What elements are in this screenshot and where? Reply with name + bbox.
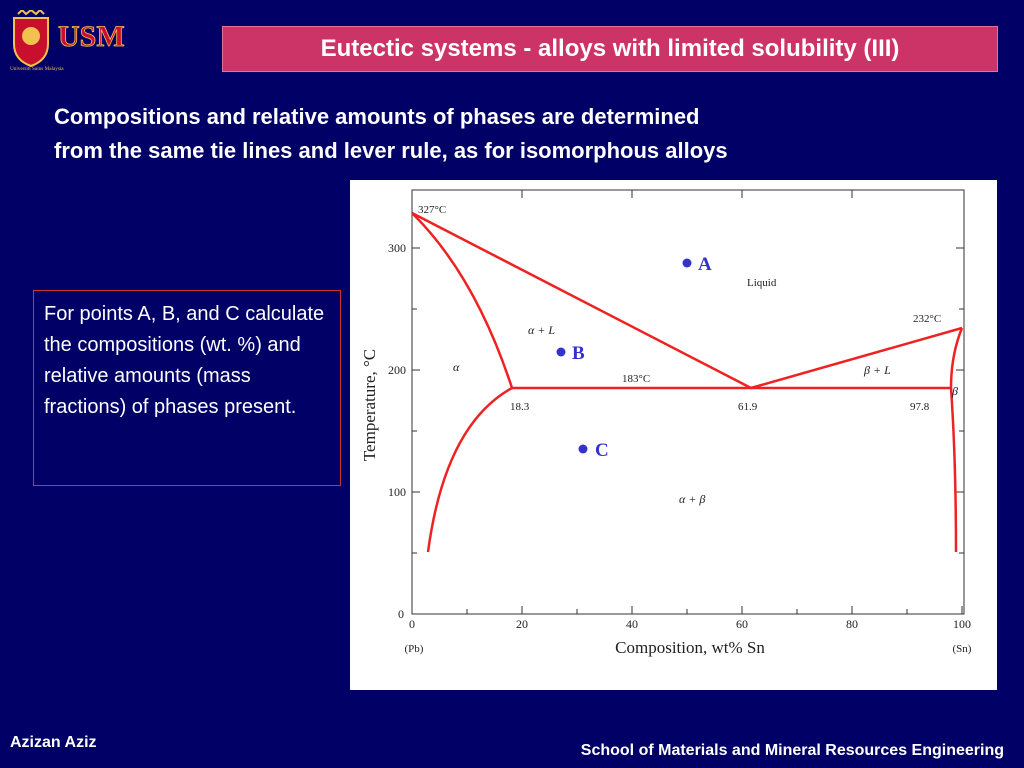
beta-composition-label: 97.8: [910, 401, 930, 413]
alpha-composition-label: 18.3: [510, 401, 530, 413]
point-c-label: C: [595, 440, 609, 461]
x-tick-label: 20: [516, 617, 528, 631]
x-tick-label: 100: [953, 617, 971, 631]
author-name: Azizan Aziz: [10, 734, 97, 751]
question-box: [33, 290, 341, 486]
point-a-marker: [683, 259, 692, 268]
end-label-pb: (Pb): [404, 643, 424, 655]
phase-diagram: [350, 180, 997, 690]
pb-melting-point-label: 327°C: [418, 204, 447, 216]
subtitle-line-2: from the same tie lines and lever rule, as for isomorphous alloys: [54, 138, 728, 163]
point-b-marker: [557, 348, 566, 357]
x-tick-label: 60: [736, 617, 748, 631]
axis-ticks: [412, 190, 964, 614]
logo-text: USM: [58, 20, 125, 53]
subtitle-line-1: Compositions and relative amounts of phases are determined: [54, 104, 700, 129]
usm-logo: [8, 10, 138, 72]
sn-melting-point-label: 232°C: [913, 313, 942, 325]
point-c-marker: [579, 445, 588, 454]
y-tick-label: 0: [398, 607, 404, 621]
liquidus-line: [412, 213, 962, 388]
eutectic-composition-label: 61.9: [738, 401, 758, 413]
plot-frame: [412, 190, 964, 614]
slide-title-box: [222, 26, 998, 72]
slide-subtitle: [54, 100, 954, 168]
y-tick-label: 100: [388, 485, 406, 499]
alpha-solvus: [428, 388, 512, 552]
school-name: School of Materials and Mineral Resources Engineering: [580, 742, 1004, 759]
question-text: For points A, B, and C calculate the compositions (wt. %) and relative amounts (mass fractions) of phases present.: [44, 303, 325, 418]
y-tick-label: 200: [388, 363, 406, 377]
x-tick-label: 0: [409, 617, 415, 631]
y-axis-label: Temperature, °C: [360, 348, 379, 462]
x-axis-label: Composition, wt% Sn: [615, 638, 765, 657]
eutectic-temp-label: 183°C: [622, 373, 651, 385]
liquid-region-label: Liquid: [747, 277, 777, 289]
alpha-region-label: α: [453, 360, 460, 374]
point-a-label: A: [698, 254, 712, 275]
y-tick-label: 300: [388, 241, 406, 255]
logo-motto: Universiti Sains Malaysia: [10, 66, 64, 72]
beta-region-label: β: [952, 384, 958, 398]
alpha-beta-region-label: α + β: [679, 492, 706, 506]
slide-title: Eutectic systems - alloys with limited solubility (III): [320, 35, 900, 62]
alpha-liquid-region-label: α + L: [528, 323, 556, 337]
beta-solidus: [951, 328, 962, 388]
x-tick-label: 80: [846, 617, 858, 631]
point-b-label: B: [572, 343, 585, 364]
x-tick-label: 40: [626, 617, 638, 631]
phase-diagram-figure: [350, 180, 997, 690]
beta-solvus: [951, 388, 956, 552]
crest-icon: [14, 10, 48, 66]
beta-liquid-region-label: β + L: [864, 363, 891, 377]
end-label-sn: (Sn): [952, 643, 972, 655]
